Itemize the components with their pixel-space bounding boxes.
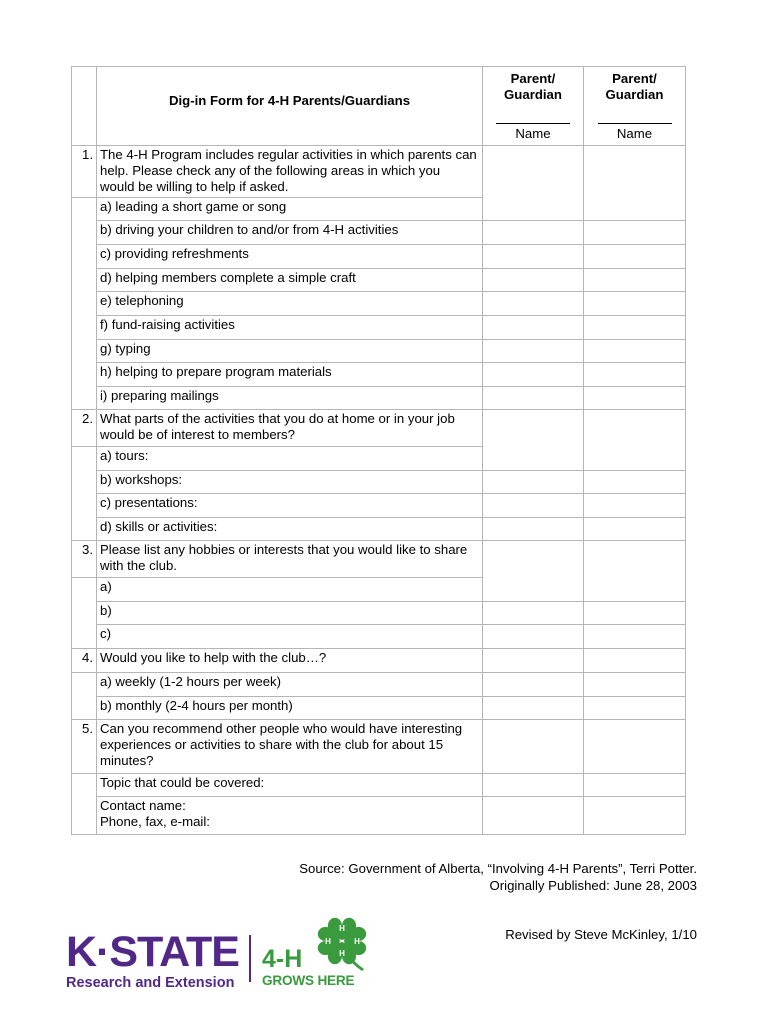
- num-spacer: [72, 697, 97, 720]
- option-label: b) monthly (2-4 hours per month): [97, 697, 483, 720]
- num-spacer: [72, 292, 97, 316]
- num-spacer: [72, 198, 97, 221]
- kstate-logo: [66, 930, 246, 992]
- num-spacer: [72, 387, 97, 410]
- num-spacer: [72, 340, 97, 363]
- checkbox-cell[interactable]: [584, 774, 686, 797]
- checkbox-cell[interactable]: [483, 410, 584, 471]
- checkbox-cell[interactable]: [483, 625, 584, 649]
- checkbox-cell[interactable]: [483, 387, 584, 410]
- parent-guardian-column-1: [483, 67, 584, 146]
- option-label: g) typing: [97, 340, 483, 363]
- header-num-cell: [72, 67, 97, 146]
- checkbox-cell[interactable]: [584, 387, 686, 410]
- svg-text:H: H: [354, 937, 360, 946]
- question-text: Please list any hobbies or interests that you would like to share with the club.: [97, 541, 483, 578]
- question-text: The 4-H Program includes regular activities in which parents can help. Please check any of the following areas in which you would be willing to help if asked.: [97, 146, 483, 198]
- num-spacer: [72, 447, 97, 471]
- checkbox-cell[interactable]: [483, 292, 584, 316]
- option-label: a) weekly (1-2 hours per week): [97, 673, 483, 697]
- header-row: [72, 67, 686, 146]
- svg-text:H: H: [339, 949, 345, 958]
- contact-name-label: Contact name:: [100, 798, 186, 813]
- 4h-logo: [260, 913, 375, 993]
- option-label: a): [97, 578, 483, 602]
- checkbox-cell[interactable]: [483, 797, 584, 835]
- checkbox-cell[interactable]: [584, 697, 686, 720]
- num-spacer: [72, 269, 97, 292]
- checkbox-cell[interactable]: [483, 245, 584, 269]
- question-row: [72, 146, 686, 198]
- option-label: a) leading a short game or song: [97, 198, 483, 221]
- revision-note: Revised by Steve McKinley, 1/10: [505, 927, 697, 942]
- checkbox-cell[interactable]: [483, 494, 584, 518]
- kstate-wordmark: K·STATE: [66, 928, 239, 976]
- checkbox-cell[interactable]: [584, 602, 686, 625]
- num-spacer: [72, 602, 97, 625]
- col1-name-label: Name: [515, 126, 551, 141]
- question-row: [72, 649, 686, 673]
- option-label: c): [97, 625, 483, 649]
- checkbox-cell[interactable]: [584, 221, 686, 245]
- col1-role: Parent/ Guardian: [504, 71, 562, 102]
- checkbox-cell[interactable]: [584, 673, 686, 697]
- question-text: What parts of the activities that you do at home or in your job would be of interest to members?: [97, 410, 483, 447]
- option-label: i) preparing mailings: [97, 387, 483, 410]
- question-row: [72, 720, 686, 774]
- option-label: b): [97, 602, 483, 625]
- checkbox-cell[interactable]: [584, 797, 686, 835]
- checkbox-cell[interactable]: [483, 221, 584, 245]
- question-number: 2.: [72, 410, 97, 447]
- checkbox-cell[interactable]: [584, 720, 686, 774]
- parent-guardian-column-2: [584, 67, 686, 146]
- checkbox-cell[interactable]: [483, 720, 584, 774]
- checkbox-cell[interactable]: [483, 673, 584, 697]
- option-label: e) telephoning: [97, 292, 483, 316]
- checkbox-cell[interactable]: [483, 340, 584, 363]
- checkbox-cell[interactable]: [483, 269, 584, 292]
- checkbox-cell[interactable]: [584, 340, 686, 363]
- svg-text:H: H: [339, 924, 345, 933]
- checkbox-cell[interactable]: [483, 697, 584, 720]
- checkbox-cell[interactable]: [584, 541, 686, 602]
- question-number: 3.: [72, 541, 97, 578]
- question-text: Would you like to help with the club…?: [97, 649, 483, 673]
- option-label: f) fund-raising activities: [97, 316, 483, 340]
- option-label: a) tours:: [97, 447, 483, 471]
- checkbox-cell[interactable]: [584, 649, 686, 673]
- num-spacer: [72, 245, 97, 269]
- col2-name-line[interactable]: [598, 103, 672, 124]
- checkbox-cell[interactable]: [584, 518, 686, 541]
- source-line: Source: Government of Alberta, “Involving 4-H Parents”, Terri Potter.: [299, 861, 697, 876]
- checkbox-cell[interactable]: [483, 649, 584, 673]
- question-number: 5.: [72, 720, 97, 774]
- num-spacer: [72, 774, 97, 797]
- checkbox-cell[interactable]: [584, 410, 686, 471]
- publication-date: Originally Published: June 28, 2003: [489, 878, 697, 893]
- option-label: c) providing refreshments: [97, 245, 483, 269]
- num-spacer: [72, 797, 97, 835]
- contact-info-cell: [97, 797, 483, 835]
- checkbox-cell[interactable]: [483, 602, 584, 625]
- option-label: c) presentations:: [97, 494, 483, 518]
- checkbox-cell[interactable]: [483, 363, 584, 387]
- checkbox-cell[interactable]: [584, 363, 686, 387]
- num-spacer: [72, 673, 97, 697]
- checkbox-cell[interactable]: [584, 245, 686, 269]
- checkbox-cell[interactable]: [584, 494, 686, 518]
- col2-role: Parent/ Guardian: [605, 71, 664, 102]
- checkbox-cell[interactable]: [483, 774, 584, 797]
- checkbox-cell[interactable]: [483, 471, 584, 494]
- num-spacer: [72, 494, 97, 518]
- option-label: h) helping to prepare program materials: [97, 363, 483, 387]
- checkbox-cell[interactable]: [483, 146, 584, 221]
- checkbox-cell[interactable]: [483, 541, 584, 602]
- question-row: [72, 541, 686, 578]
- num-spacer: [72, 471, 97, 494]
- 4h-wordmark: 4-H: [262, 945, 303, 973]
- checkbox-cell[interactable]: [584, 269, 686, 292]
- option-label: b) driving your children to and/or from 4-H activities: [97, 221, 483, 245]
- form-title: Dig-in Form for 4-H Parents/Guardians: [97, 67, 483, 146]
- col2-name-label: Name: [616, 126, 653, 141]
- source-citation: [299, 860, 697, 894]
- option-label: d) helping members complete a simple craft: [97, 269, 483, 292]
- question-text: Can you recommend other people who would have interesting experiences or activities to share with the club for about 15 minutes?: [97, 720, 483, 774]
- num-spacer: [72, 625, 97, 649]
- option-label: Topic that could be covered:: [97, 774, 483, 797]
- svg-text:H: H: [325, 937, 331, 946]
- num-spacer: [72, 363, 97, 387]
- contact-phone-label: Phone, fax, e-mail:: [100, 814, 210, 829]
- num-spacer: [72, 578, 97, 602]
- logo-divider: [249, 935, 251, 982]
- question-number: 1.: [72, 146, 97, 198]
- option-label: b) workshops:: [97, 471, 483, 494]
- checkbox-cell[interactable]: [584, 292, 686, 316]
- num-spacer: [72, 316, 97, 340]
- 4h-tagline: GROWS HERE: [262, 973, 355, 988]
- option-label: d) skills or activities:: [97, 518, 483, 541]
- 4h-clover-icon: [308, 913, 378, 971]
- num-spacer: [72, 221, 97, 245]
- checkbox-cell[interactable]: [584, 625, 686, 649]
- checkbox-cell[interactable]: [584, 471, 686, 494]
- checkbox-cell[interactable]: [584, 316, 686, 340]
- col1-name-line[interactable]: [496, 103, 570, 124]
- question-number: 4.: [72, 649, 97, 673]
- question-row: [72, 410, 686, 447]
- checkbox-cell[interactable]: [584, 146, 686, 221]
- dig-in-form-table: [71, 66, 686, 835]
- kstate-subtitle: Research and Extension: [66, 975, 235, 991]
- num-spacer: [72, 518, 97, 541]
- checkbox-cell[interactable]: [483, 316, 584, 340]
- checkbox-cell[interactable]: [483, 518, 584, 541]
